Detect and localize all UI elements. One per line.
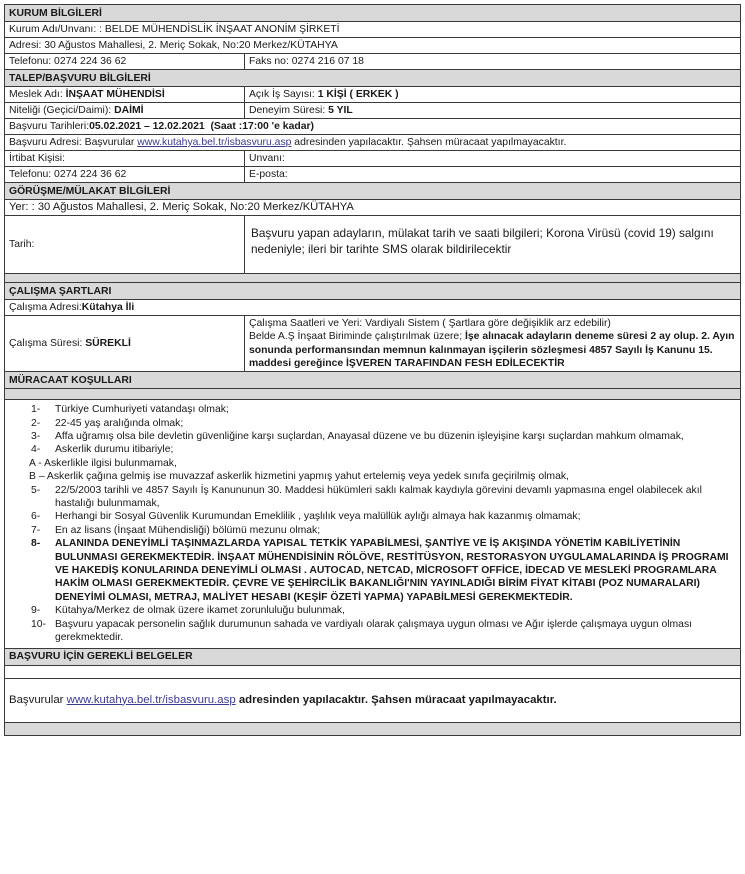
requirements-cell <box>5 400 741 648</box>
section-gap <box>5 665 741 678</box>
saat-value: (Saat :17:00 'e kadar) <box>210 121 314 132</box>
meslek-adi: Meslek Adı: İNŞAAT MÜHENDİSİ <box>5 87 245 103</box>
requirement-item: 4- Askerlik durumu itibariyle; <box>31 444 174 456</box>
requirement-item: 8- ALANINDA DENEYİMLİ TAŞINMAZLARDA YAPISAL TETKİK YAPABİLMESİ, ŞANTİYE VE İŞ AKIŞINDA YÖNETİM KABİLİYETİNİN BULUNMASI GEREKMEKTEDİR. İNŞAAT MÜHENDİSİNİN RÖLÖVE, RESTİTÜSYON, RESTORASYON UYGULAMALARINDA İŞ PROGRAMI VE HAKEDİŞ KONULARINDA DENEYİMLİ OLMASI . AUTOCAD, NETCAD, MİCROSOFT OFFİCE, İDECAD VE MESLEKİ PROGRAMLARA HAKİM OLMASI GEREKMEKTEDİR. ÇEVRE VE ŞEHİRCİLİK BAKANLIĞI'NIN YAYINLADIĞI BİRİM FİYAT KİTABI (POZ NUMARALARI) DENEYİMİ OLMASI, METRAJ, MALİYET HESABI (KEŞİF ÖZETİ YAPMA) YAPABİLMESİ GEREKMEKTEDİR. <box>31 538 729 603</box>
gorusme-tarih-text: Başvuru yapan adayların, mülakat tarih ve saati bilgileri; Korona Virüsü (covid 19) salgını nedeniyle; ileri bir tarihte SMS olarak bildirilecektir <box>245 216 741 274</box>
job-posting-form <box>4 4 741 736</box>
kurum-faks: Faks no: 0274 216 07 18 <box>245 54 741 70</box>
belgeler-text: Başvurular www.kutahya.bel.tr/isbasvuru.asp adresinden yapılacaktır. Şahsen müracaat yapılmayacaktır. <box>5 678 741 722</box>
gorusme-tarih-label: Tarih: <box>5 216 245 274</box>
deneyim-value: 5 YIL <box>328 105 353 116</box>
calisma-birim: Belde A.Ş İnşaat Biriminde çalıştırılmak üzere; İşe alınacak adayların deneme süresi 2 ay olup. 2. Ayın sonunda performansından memnun kalınmayan işçilerin sözleşmesi 4857 Sayılı İş Kanunu 15. maddesi gereğince İŞVEREN TARAFINDAN FESH EDİLECEKTİR <box>249 331 735 369</box>
basvuru-link[interactable]: www.kutahya.bel.tr/isbasvuru.asp <box>137 137 292 148</box>
basvuru-adresi: Başvuru Adresi: Başvurular www.kutahya.bel.tr/isbasvuru.asp adresinden yapılacaktır. Şahsen müracaat yapılmayacaktır. <box>5 135 741 151</box>
tarih-value: 05.02.2021 – 12.02.2021 <box>89 121 205 132</box>
irtibat-telefon: Telefonu: 0274 224 36 62 <box>5 167 245 183</box>
requirement-item: 9- Kütahya/Merkez de olmak üzere ikamet zorunluluğu bulunmak, <box>31 605 345 617</box>
requirement-item: 3- Affa uğramış olsa bile devletin güvenliğine karşı suçlardan, Anayasal düzene ve bu düzenin işleyişine karşı suçlardan mahkum olmamak, <box>31 431 684 442</box>
deneyim-suresi: Deneyim Süresi: 5 YIL <box>245 103 741 119</box>
requirement-item: 5- 22/5/2003 tarihli ve 4857 Sayılı İş Kanununun 30. Maddesi hükümleri saklı kalmak kaydıyla görevini devamlı yapmasına engel olabilecek akıl hastalığı bulunmamak, <box>31 484 702 510</box>
belgeler-link[interactable]: www.kutahya.bel.tr/isbasvuru.asp <box>66 693 236 706</box>
requirement-item: 10- Başvuru yapacak personelin sağlık durumunun sahada ve vardiyalı olarak çalışmaya uygun olması ve Ağır işlerde çalışmaya uygun olması gerekmektedir. <box>31 618 693 644</box>
nitelik: Niteliği (Geçici/Daimi): DAİMİ <box>5 103 245 119</box>
nitelik-value: DAİMİ <box>114 105 144 116</box>
requirement-subitem: A - Askerlikle ilgisi bulunmamak, <box>29 457 177 469</box>
section-gap <box>5 722 741 735</box>
gorusme-yer: Yer: : 30 Ağustos Mahallesi, 2. Meriç Sokak, No:20 Merkez/KÜTAHYA <box>5 200 741 216</box>
acik-is-sayisi: Açık İş Sayısı: 1 KİŞİ ( ERKEK ) <box>245 87 741 103</box>
irtibat-eposta: E-posta: <box>245 167 741 183</box>
kurum-adres: Adresi: 30 Ağustos Mahallesi, 2. Meriç Sokak, No:20 Merkez/KÜTAHYA <box>5 38 741 54</box>
form-table <box>4 4 741 736</box>
meslek-value: İNŞAAT MÜHENDİSİ <box>65 89 165 100</box>
section-header-kurum: KURUM BİLGİLERİ <box>5 5 741 22</box>
calisma-detay <box>245 316 741 372</box>
deneme-suresi-text: İşe alınacak adayların deneme süresi 2 ay olup. 2. Ayın sonunda performansından memnun kalınmayan işçilerin sözleşmesi 4857 Sayılı İş Kanunu 15. maddesi gereğince İŞVEREN TARAFINDAN FESH EDİLECEKTİR <box>249 331 735 369</box>
acik-value: 1 KİŞİ ( ERKEK ) <box>317 89 399 100</box>
basvuru-tarihleri: Başvuru Tarihleri:05.02.2021 – 12.02.2021 (Saat :17:00 'e kadar) <box>5 119 741 135</box>
section-header-gorusme: GÖRÜŞME/MÜLAKAT BİLGİLERİ <box>5 183 741 200</box>
calisma-suresi: Çalışma Süresi: SÜREKLİ <box>5 316 245 372</box>
requirement-item: 1- Türkiye Cumhuriyeti vatandaşı olmak; <box>31 404 229 416</box>
calisma-adresi-value: Kütahya İli <box>81 302 135 313</box>
requirement-item: 2- 22-45 yaş aralığında olmak; <box>31 417 184 429</box>
irtibat-kisisi: İrtibat Kişisi: <box>5 151 245 167</box>
kurum-unvan: Kurum Adı/Unvanı: : BELDE MÜHENDİSLİK İNŞAAT ANONİM ŞİRKETİ <box>5 22 741 38</box>
irtibat-unvan: Unvanı: <box>245 151 741 167</box>
kurum-telefon: Telefonu: 0274 224 36 62 <box>5 54 245 70</box>
section-gap <box>5 389 741 400</box>
calisma-saatleri: Çalışma Saatleri ve Yeri: Vardiyalı Sistem ( Şartlara göre değişiklik arz edebilir) <box>249 318 611 329</box>
calisma-suresi-value: SÜREKLİ <box>85 338 131 350</box>
section-gap <box>5 274 741 283</box>
section-header-belgeler: BAŞVURU İÇİN GEREKLİ BELGELER <box>5 648 741 665</box>
requirements-list <box>29 403 736 644</box>
requirement-item: 7- En az lisans (İnşaat Mühendisliği) bölümü mezunu olmak; <box>31 524 321 536</box>
section-header-muracaat: MÜRACAAT KOŞULLARI <box>5 372 741 389</box>
requirement-subitem: B – Askerlik çağına gelmiş ise muvazzaf askerlik hizmetini yapmış yahut ertelemiş veya yedek sınıfa geçirilmiş olmak, <box>29 471 569 483</box>
section-header-talep: TALEP/BAŞVURU BİLGİLERİ <box>5 70 741 87</box>
section-header-calisma: ÇALIŞMA ŞARTLARI <box>5 283 741 300</box>
requirement-item: 6- Herhangi bir Sosyal Güvenlik Kurumundan Emeklilik , yaşlılık veya malüllük aylığı almaya hak kazanmış olmamak; <box>31 511 581 523</box>
calisma-adresi: Çalışma Adresi:Kütahya İli <box>5 300 741 316</box>
